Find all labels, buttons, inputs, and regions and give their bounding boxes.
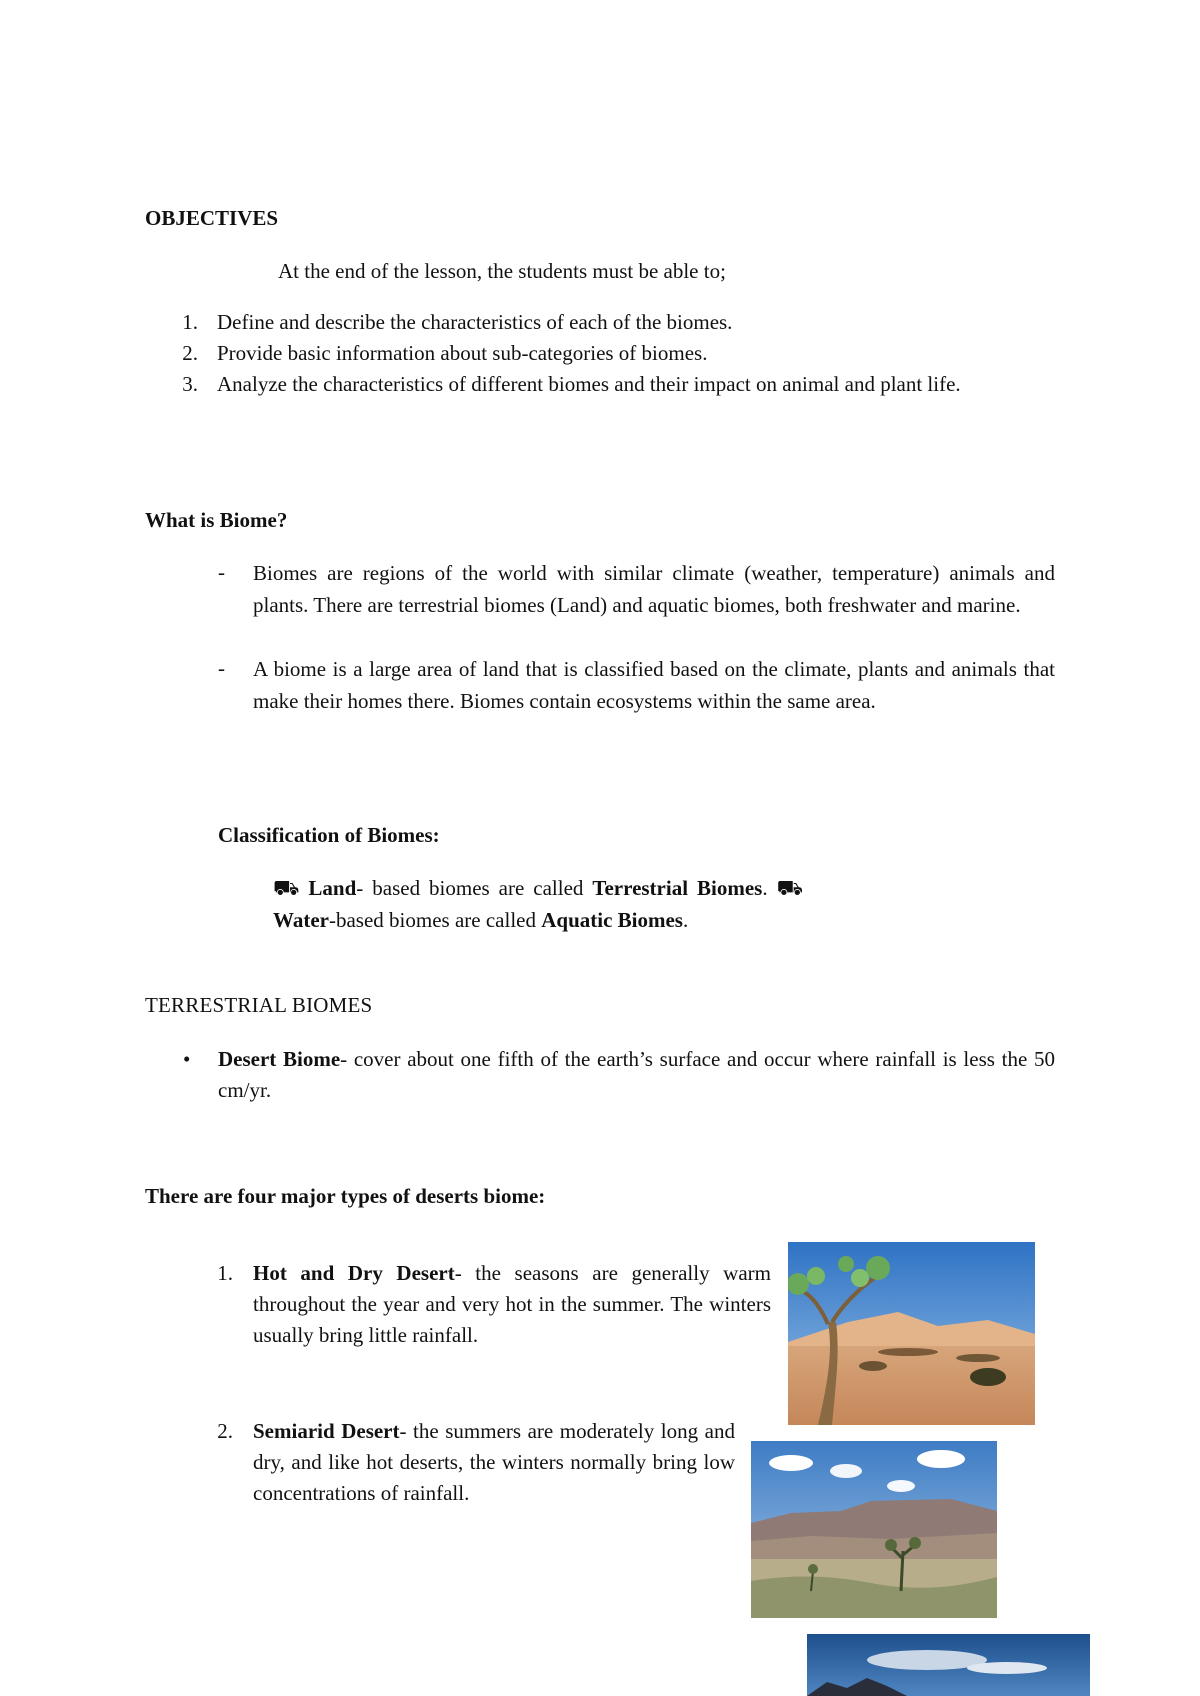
- aquatic-label: Aquatic Biomes: [541, 908, 683, 932]
- desert-types-heading: There are four major types of deserts biome:: [145, 1184, 546, 1208]
- terrestrial-heading: TERRESTRIAL BIOMES: [145, 993, 373, 1017]
- hot-dry-desert-photo: [788, 1242, 1035, 1425]
- biome-definition-item: Biomes are regions of the world with similar climate (weather, temperature) animals and plants. There are terrestrial biomes (Land) and aquatic biomes, both freshwater and marine.: [253, 561, 1055, 617]
- biome-definition-item: A biome is a large area of land that is classified based on the climate, plants and animals that make their homes there. Biomes contain ecosystems within the same area.: [253, 657, 1055, 713]
- objective-item: Define and describe the characteristics of each of the biomes.: [217, 310, 733, 334]
- what-is-biome-heading: What is Biome?: [145, 508, 288, 532]
- period: .: [762, 876, 768, 900]
- land-text: - based biomes are called: [356, 876, 593, 900]
- semiarid-desert-photo: [751, 1441, 997, 1618]
- desert-type-number: 1.: [217, 1261, 233, 1285]
- objective-number: 1.: [182, 310, 198, 334]
- desert-type-item: [253, 1416, 735, 1509]
- objective-number: 3.: [182, 372, 198, 396]
- dash-bullet: -: [218, 560, 225, 584]
- desert-type-item: [253, 1258, 771, 1351]
- truck-glyph-icon: ⛟: [776, 876, 804, 900]
- coastal-desert-photo: [807, 1634, 1090, 1696]
- desert-biome-paragraph: [218, 1044, 1055, 1106]
- water-text: -based biomes are called: [328, 908, 542, 932]
- hot-dry-desert-label: Hot and Dry Desert: [253, 1261, 455, 1285]
- semiarid-desert-text: - the summers are moderately long and dry, and like hot deserts, the winters normally bring low concentrations of rainfall.: [253, 1419, 735, 1505]
- round-bullet: •: [183, 1047, 191, 1071]
- classification-paragraph: [273, 872, 803, 936]
- classification-heading: Classification of Biomes:: [218, 823, 440, 847]
- desert-type-number: 2.: [217, 1419, 233, 1443]
- desert-biome-text: - cover about one fifth of the earth’s surface and occur where rainfall is less the 50 cm/yr.: [218, 1047, 1055, 1102]
- period: .: [682, 908, 689, 932]
- terrestrial-label: Terrestrial Biomes: [592, 876, 763, 900]
- objective-number: 2.: [182, 341, 198, 365]
- objective-item: Analyze the characteristics of different biomes and their impact on animal and plant life.: [217, 372, 961, 396]
- objective-item: Provide basic information about sub-categories of biomes.: [217, 341, 708, 365]
- truck-glyph-icon: ⛟: [273, 876, 300, 900]
- desert-biome-label: Desert Biome: [218, 1047, 341, 1071]
- water-label: Water: [273, 908, 329, 932]
- semiarid-desert-label: Semiarid Desert: [253, 1419, 400, 1443]
- objectives-heading: OBJECTIVES: [145, 206, 279, 230]
- dash-bullet: -: [218, 656, 225, 680]
- land-label: Land: [308, 876, 357, 900]
- hot-dry-desert-text: - the seasons are generally warm throughout the year and very hot in the summer. The winters usually bring little rainfall.: [253, 1261, 771, 1347]
- objectives-intro: At the end of the lesson, the students must be able to;: [278, 259, 726, 283]
